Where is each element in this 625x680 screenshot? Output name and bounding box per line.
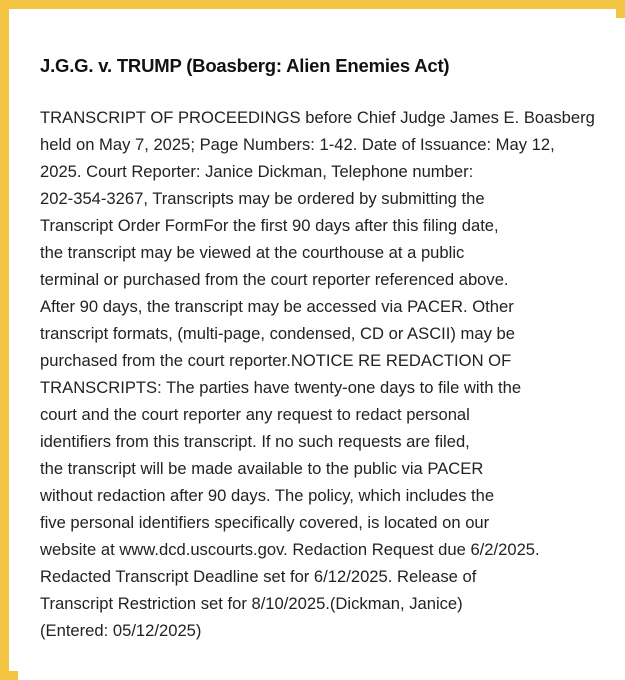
text-line: Transcript Restriction set for 8/10/2025.(Dickman, Janice) bbox=[40, 594, 463, 613]
text-line: identifiers from this transcript. If no such requests are filed, bbox=[40, 432, 470, 451]
text-line: Redacted Transcript Deadline set for 6/12/2025. Release of bbox=[40, 567, 477, 586]
case-title: J.G.G. v. TRUMP (Boasberg: Alien Enemies Act) bbox=[40, 55, 450, 76]
text-line: 202-354-3267, Transcripts may be ordered by submitting the bbox=[40, 189, 485, 208]
text-line: TRANSCRIPT OF PROCEEDINGS before Chief Judge James E. Boasberg bbox=[40, 108, 595, 127]
text-line: the transcript may be viewed at the courthouse at a public bbox=[40, 243, 465, 262]
text-line: After 90 days, the transcript may be accessed via PACER. Other bbox=[40, 297, 514, 316]
text-line: court and the court reporter any request to redact personal bbox=[40, 405, 470, 424]
text-line: without redaction after 90 days. The policy, which includes the bbox=[40, 486, 495, 505]
text-line: website at www.dcd.uscourts.gov. Redaction Request due 6/2/2025. bbox=[40, 540, 540, 559]
text-line: the transcript will be made available to the public via PACER bbox=[40, 459, 484, 478]
text-line: purchased from the court reporter.NOTICE RE REDACTION OF bbox=[40, 351, 512, 370]
text-line: (Entered: 05/12/2025) bbox=[40, 621, 202, 640]
text-line: terminal or purchased from the court reporter referenced above. bbox=[40, 270, 509, 289]
docket-entry-card bbox=[18, 18, 625, 680]
docket-entry-text bbox=[40, 104, 615, 644]
text-line: held on May 7, 2025; Page Numbers: 1-42. Date of Issuance: May 12, bbox=[40, 135, 555, 154]
text-line: transcript formats, (multi-page, condensed, CD or ASCII) may be bbox=[40, 324, 515, 343]
text-line: TRANSCRIPTS: The parties have twenty-one days to file with the bbox=[40, 378, 522, 397]
text-line: Transcript Order FormFor the first 90 days after this filing date, bbox=[40, 216, 499, 235]
text-line: five personal identifiers specifically covered, is located on our bbox=[40, 513, 490, 532]
text-line: 2025. Court Reporter: Janice Dickman, Telephone number: bbox=[40, 162, 474, 181]
